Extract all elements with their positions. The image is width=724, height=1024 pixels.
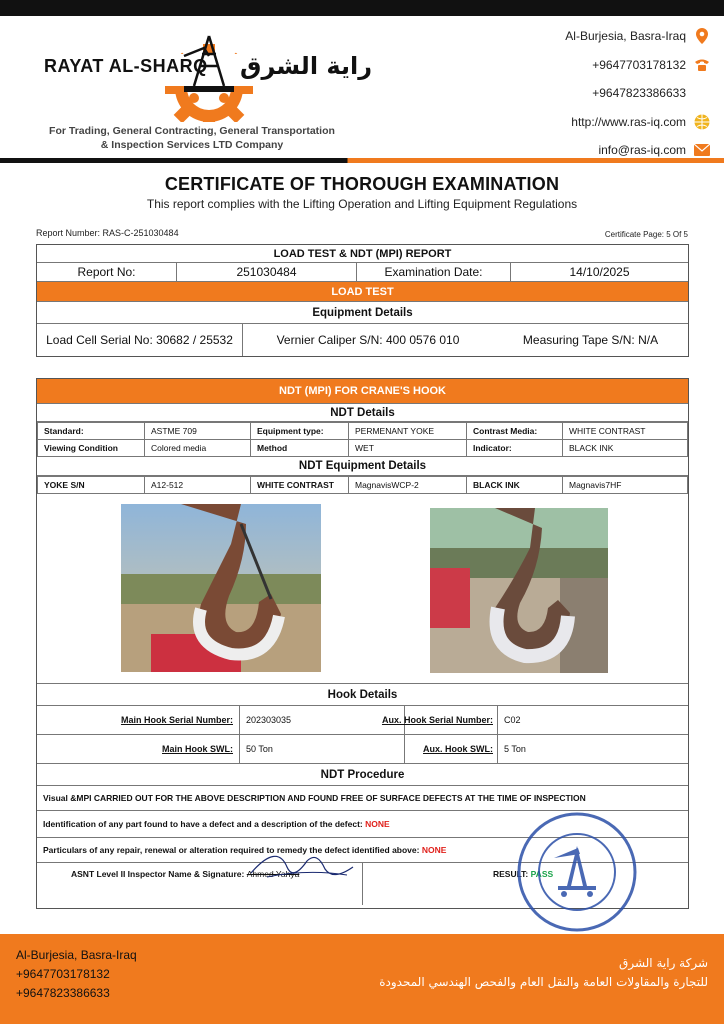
exam-date-value: 14/10/2025 xyxy=(511,263,688,282)
footer-ar-line-2: للتجارة والمقاولات العامة والنقل العام والفحص الهندسي المحدودة xyxy=(379,975,708,989)
company-logo xyxy=(44,26,374,122)
method-label: Method xyxy=(251,440,349,457)
contact-address: Al-Burjesia, Basra-Iraq xyxy=(480,22,710,51)
header-contacts xyxy=(480,22,710,165)
equipment-row xyxy=(37,324,688,356)
contact-phone-2: +9647823386633 xyxy=(592,86,686,101)
repair-label: Particulars of any repair, renewal or alteration required to remedy the defect identified above: xyxy=(43,845,420,855)
contrast-media-label: Contrast Media: xyxy=(467,423,563,440)
ndt-procedure-heading: NDT Procedure xyxy=(37,764,688,786)
hook-serial-row xyxy=(37,706,688,735)
ndt-equipment-table xyxy=(37,476,688,494)
logo-text-en: RAYAT AL-SHARQ xyxy=(44,56,208,76)
globe-icon xyxy=(694,114,710,130)
certificate-page: Certificate Page: 5 Of 5 xyxy=(604,230,688,239)
measuring-tape-serial: Measuring Tape S/N: N/A xyxy=(522,333,659,347)
indicator-label: Indicator: xyxy=(467,440,563,457)
white-contrast-label: WHITE CONTRAST xyxy=(251,477,349,494)
main-hook-serial-value: 202303035 xyxy=(240,706,405,735)
black-ink-label: BLACK INK xyxy=(467,477,563,494)
load-test-bar: LOAD TEST xyxy=(37,282,688,302)
vernier-caliper-serial: Vernier Caliper S/N: 400 0576 010 xyxy=(276,333,460,347)
page-subtitle: This report complies with the Lifting Operation and Lifting Equipment Regulations xyxy=(146,197,578,211)
standard-label: Standard: xyxy=(38,423,145,440)
defect-value: NONE xyxy=(365,819,390,829)
load-test-heading: LOAD TEST & NDT (MPI) REPORT xyxy=(37,245,688,263)
contact-phone-1: +9647703178132 xyxy=(480,51,710,80)
signature-mark xyxy=(247,847,357,887)
footer-phone-2: +9647823386633 xyxy=(16,986,110,1000)
email-icon xyxy=(694,142,710,158)
report-info-row xyxy=(37,263,688,282)
header-divider xyxy=(0,158,724,163)
yoke-sn-value: A12-512 xyxy=(145,477,251,494)
aux-hook-serial-label: Aux. Hook Serial Number: xyxy=(405,706,498,735)
yoke-sn-label: YOKE S/N xyxy=(38,477,145,494)
company-line-2: & Inspection Services LTD Company xyxy=(100,139,284,151)
black-ink-value: Magnavis7HF xyxy=(563,477,688,494)
indicator-value: BLACK INK xyxy=(563,440,688,457)
location-pin-icon xyxy=(694,28,710,44)
hook-swl-row xyxy=(37,735,688,764)
page-header xyxy=(0,16,724,162)
inspector-cell xyxy=(37,863,363,905)
top-dark-bar xyxy=(0,0,724,16)
method-value: WET xyxy=(349,440,467,457)
footer-company-ar xyxy=(379,954,708,992)
exam-date-label: Examination Date: xyxy=(357,263,511,282)
logo-text-ar: راية الشرق xyxy=(240,52,373,80)
aux-hook-swl-value: 5 Ton xyxy=(498,735,688,764)
main-hook-serial-label: Main Hook Serial Number: xyxy=(37,706,240,735)
report-no-value: 251030484 xyxy=(177,263,357,282)
viewing-condition-value: Colored media xyxy=(145,440,251,457)
phone-icon xyxy=(694,57,710,73)
ndt-details-table xyxy=(37,422,688,457)
standard-value: ASTME 709 xyxy=(145,423,251,440)
hook-photos-row xyxy=(37,494,688,684)
inspector-label: ASNT Level II Inspector Name & Signature: xyxy=(71,869,245,879)
inspector-name: Ahmed Yahya xyxy=(246,869,300,879)
company-line-1: For Trading, General Contracting, General Transportation xyxy=(49,125,335,137)
report-number: Report Number: RAS-C-251030484 xyxy=(36,228,179,238)
defect-label: Identification of any part found to have a defect and a description of the defect: xyxy=(43,819,363,829)
footer-ar-line-1: شركة راية الشرق xyxy=(619,956,708,970)
page-title: CERTIFICATE OF THOROUGH EXAMINATION xyxy=(164,174,560,194)
load-cell-serial: Load Cell Serial No: 30682 / 25532 xyxy=(37,324,243,356)
viewing-condition-label: Viewing Condition xyxy=(38,440,145,457)
equipment-type-value: PERMENANT YOKE xyxy=(349,423,467,440)
ndt-equipment-heading: NDT Equipment Details xyxy=(37,457,688,476)
hook-details-heading: Hook Details xyxy=(37,684,688,706)
contact-email[interactable]: info@ras-iq.com xyxy=(480,136,710,165)
footer-phone-1: +9647703178132 xyxy=(16,967,110,981)
hook-photo-2 xyxy=(430,508,608,673)
ndt-details-heading: NDT Details xyxy=(37,404,688,422)
white-contrast-value: MagnavisWCP-2 xyxy=(349,477,467,494)
load-test-section xyxy=(36,244,689,357)
aux-hook-swl-label: Aux. Hook SWL: xyxy=(405,735,498,764)
contact-website[interactable]: http://www.ras-iq.com xyxy=(480,108,710,137)
page-footer xyxy=(0,934,724,1024)
hook-photo-1 xyxy=(121,504,321,672)
ndt-bar: NDT (MPI) FOR CRANE'S HOOK xyxy=(37,379,688,404)
result-value: PASS xyxy=(530,869,554,879)
result-label: RESULT: xyxy=(493,869,529,879)
repair-value: NONE xyxy=(421,845,447,855)
footer-contacts xyxy=(16,946,137,1003)
footer-address: Al-Burjesia, Basra-Iraq xyxy=(16,948,137,962)
main-hook-swl-value: 50 Ton xyxy=(240,735,405,764)
equipment-type-label: Equipment type: xyxy=(251,423,349,440)
main-hook-swl-label: Main Hook SWL: xyxy=(37,735,240,764)
report-no-label: Report No: xyxy=(37,263,177,282)
company-name-en xyxy=(34,124,350,152)
procedure-text: Visual &MPI CARRIED OUT FOR THE ABOVE DESCRIPTION AND FOUND FREE OF SURFACE DEFECTS AT THE TIME OF INSPECTION xyxy=(37,786,688,811)
equipment-details-heading: Equipment Details xyxy=(37,302,688,324)
contrast-media-value: WHITE CONTRAST xyxy=(563,423,688,440)
aux-hook-serial-value: C02 xyxy=(498,706,688,735)
company-stamp xyxy=(512,810,642,934)
